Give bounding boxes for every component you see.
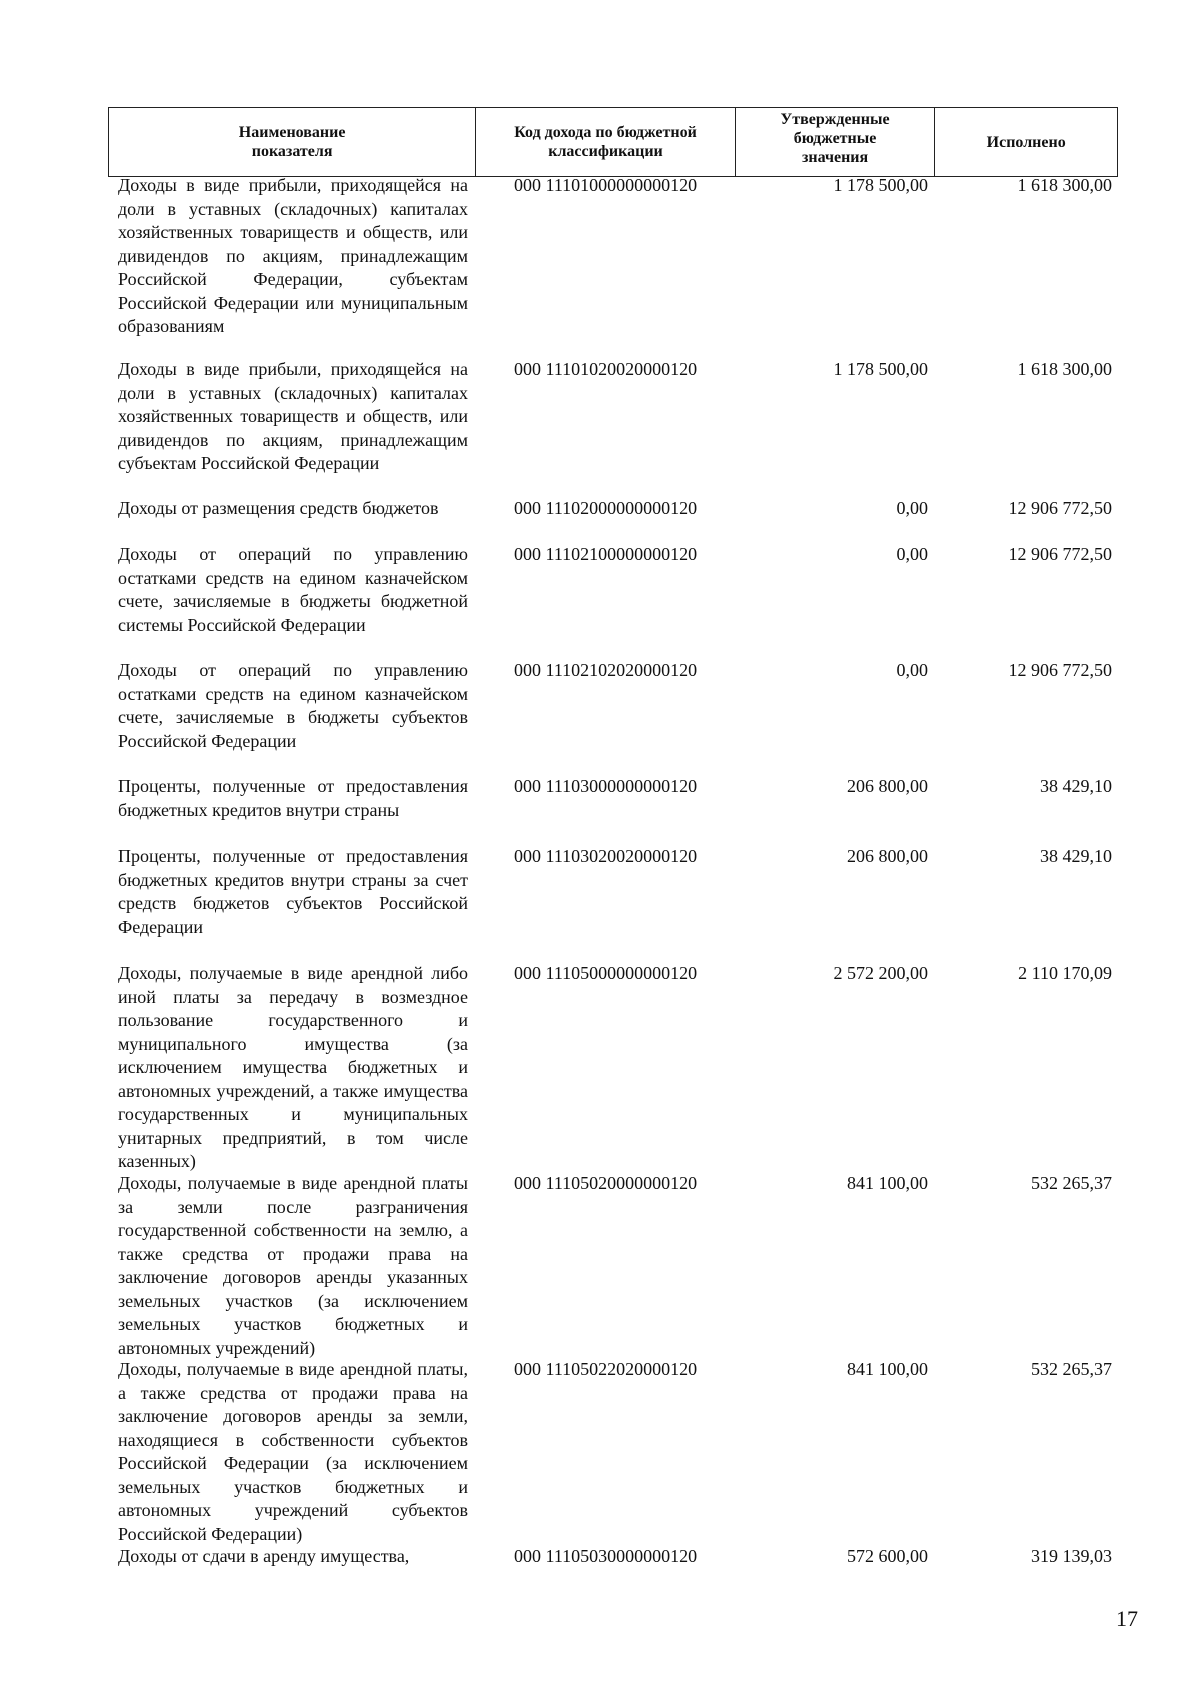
row-approved: 0,00 — [896, 660, 928, 680]
row-name: Доходы, получаемые в виде арендной платы, а также средства от продажи права на заключение договоров аренды за земли, находящиеся в собственности субъектов Российской Федерации (за исключением земельных участков бюджетных и автономных учреждений субъектов Российской Федерации) — [118, 1359, 468, 1544]
row-approved: 1 178 500,00 — [833, 359, 928, 379]
row-code: 000 11102102020000120 — [514, 660, 698, 680]
row-approved: 1 178 500,00 — [833, 175, 928, 195]
row-name: Доходы, получаемые в виде арендной либо иной платы за передачу в возмездное пользование государственного и муниципального имущества (за исключением имущества бюджетных и автономных учреждений, а также имущества государственных и муниципальных унитарных предприятий, в том числе казенных) — [118, 963, 468, 1171]
row-approved: 206 800,00 — [847, 846, 928, 866]
header-executed: Исполнено — [986, 133, 1066, 151]
row-name: Проценты, полученные от предоставления бюджетных кредитов внутри страны — [118, 776, 468, 820]
row-code: 000 11105030000000120 — [514, 1546, 698, 1566]
row-executed: 2 110 170,09 — [1018, 963, 1112, 983]
row-approved: 841 100,00 — [847, 1173, 928, 1193]
row-code: 000 11105020000000120 — [514, 1173, 698, 1193]
row-code: 000 11103020020000120 — [514, 846, 698, 866]
row-name: Доходы в виде прибыли, приходящейся на доли в уставных (складочных) капиталах хозяйственных товариществ и обществ, или дивидендов по акциям, принадлежащим Российской Федерации, субъектам Российской Федерации или муниципальным образованиям — [118, 175, 468, 336]
page-number: 17 — [1116, 1606, 1138, 1631]
row-code: 000 11105022020000120 — [514, 1359, 698, 1379]
row-executed: 38 429,10 — [1040, 846, 1112, 866]
header-code: Код дохода по бюджетной классификации — [476, 108, 735, 176]
row-executed: 38 429,10 — [1040, 776, 1112, 796]
row-executed: 532 265,37 — [1031, 1359, 1112, 1379]
header-approved: Утвержденные бюджетные значения — [736, 108, 936, 176]
row-code: 000 11102100000000120 — [514, 544, 698, 564]
row-code: 000 11101020020000120 — [514, 359, 698, 379]
row-approved: 841 100,00 — [847, 1359, 928, 1379]
row-name: Проценты, полученные от предоставления бюджетных кредитов внутри страны за счет средств бюджетов субъектов Российской Федерации — [118, 846, 468, 937]
row-executed: 1 618 300,00 — [1017, 175, 1112, 195]
row-code: 000 11102000000000120 — [514, 498, 698, 518]
row-approved: 2 572 200,00 — [833, 963, 928, 983]
row-name: Доходы от операций по управлению остатками средств на едином казначейском счете, зачисляемые в бюджеты субъектов Российской Федерации — [118, 660, 468, 751]
row-name: Доходы от размещения средств бюджетов — [118, 498, 439, 518]
row-approved: 0,00 — [896, 498, 928, 518]
row-name: Доходы, получаемые в виде арендной платы за земли после разграничения государственной собственности на землю, а также средства от продажи права на заключение договоров аренды указанных земельных участков (за исключением земельных участков бюджетных и автономных учреждений) — [118, 1173, 468, 1358]
row-executed: 319 139,03 — [1031, 1546, 1112, 1566]
row-name: Доходы от операций по управлению остатками средств на едином казначейском счете, зачисляемые в бюджеты бюджетной системы Российской Федерации — [118, 544, 468, 635]
row-approved: 0,00 — [896, 544, 928, 564]
row-code: 000 11105000000000120 — [514, 963, 698, 983]
row-executed: 532 265,37 — [1031, 1173, 1112, 1193]
table-header — [108, 107, 1118, 177]
row-executed: 12 906 772,50 — [1008, 660, 1112, 680]
row-executed: 1 618 300,00 — [1017, 359, 1112, 379]
row-name: Доходы от сдачи в аренду имущества, — [118, 1546, 410, 1566]
row-code: 000 11103000000000120 — [514, 776, 698, 796]
row-approved: 572 600,00 — [847, 1546, 928, 1566]
header-name: Наименование показателя — [109, 108, 476, 176]
row-code: 000 11101000000000120 — [514, 175, 698, 195]
row-executed: 12 906 772,50 — [1008, 498, 1112, 518]
row-approved: 206 800,00 — [847, 776, 928, 796]
row-name: Доходы в виде прибыли, приходящейся на доли в уставных (складочных) капиталах хозяйственных товариществ и обществ, или дивидендов по акциям, принадлежащим субъектам Российской Федерации — [118, 359, 468, 473]
row-executed: 12 906 772,50 — [1008, 544, 1112, 564]
